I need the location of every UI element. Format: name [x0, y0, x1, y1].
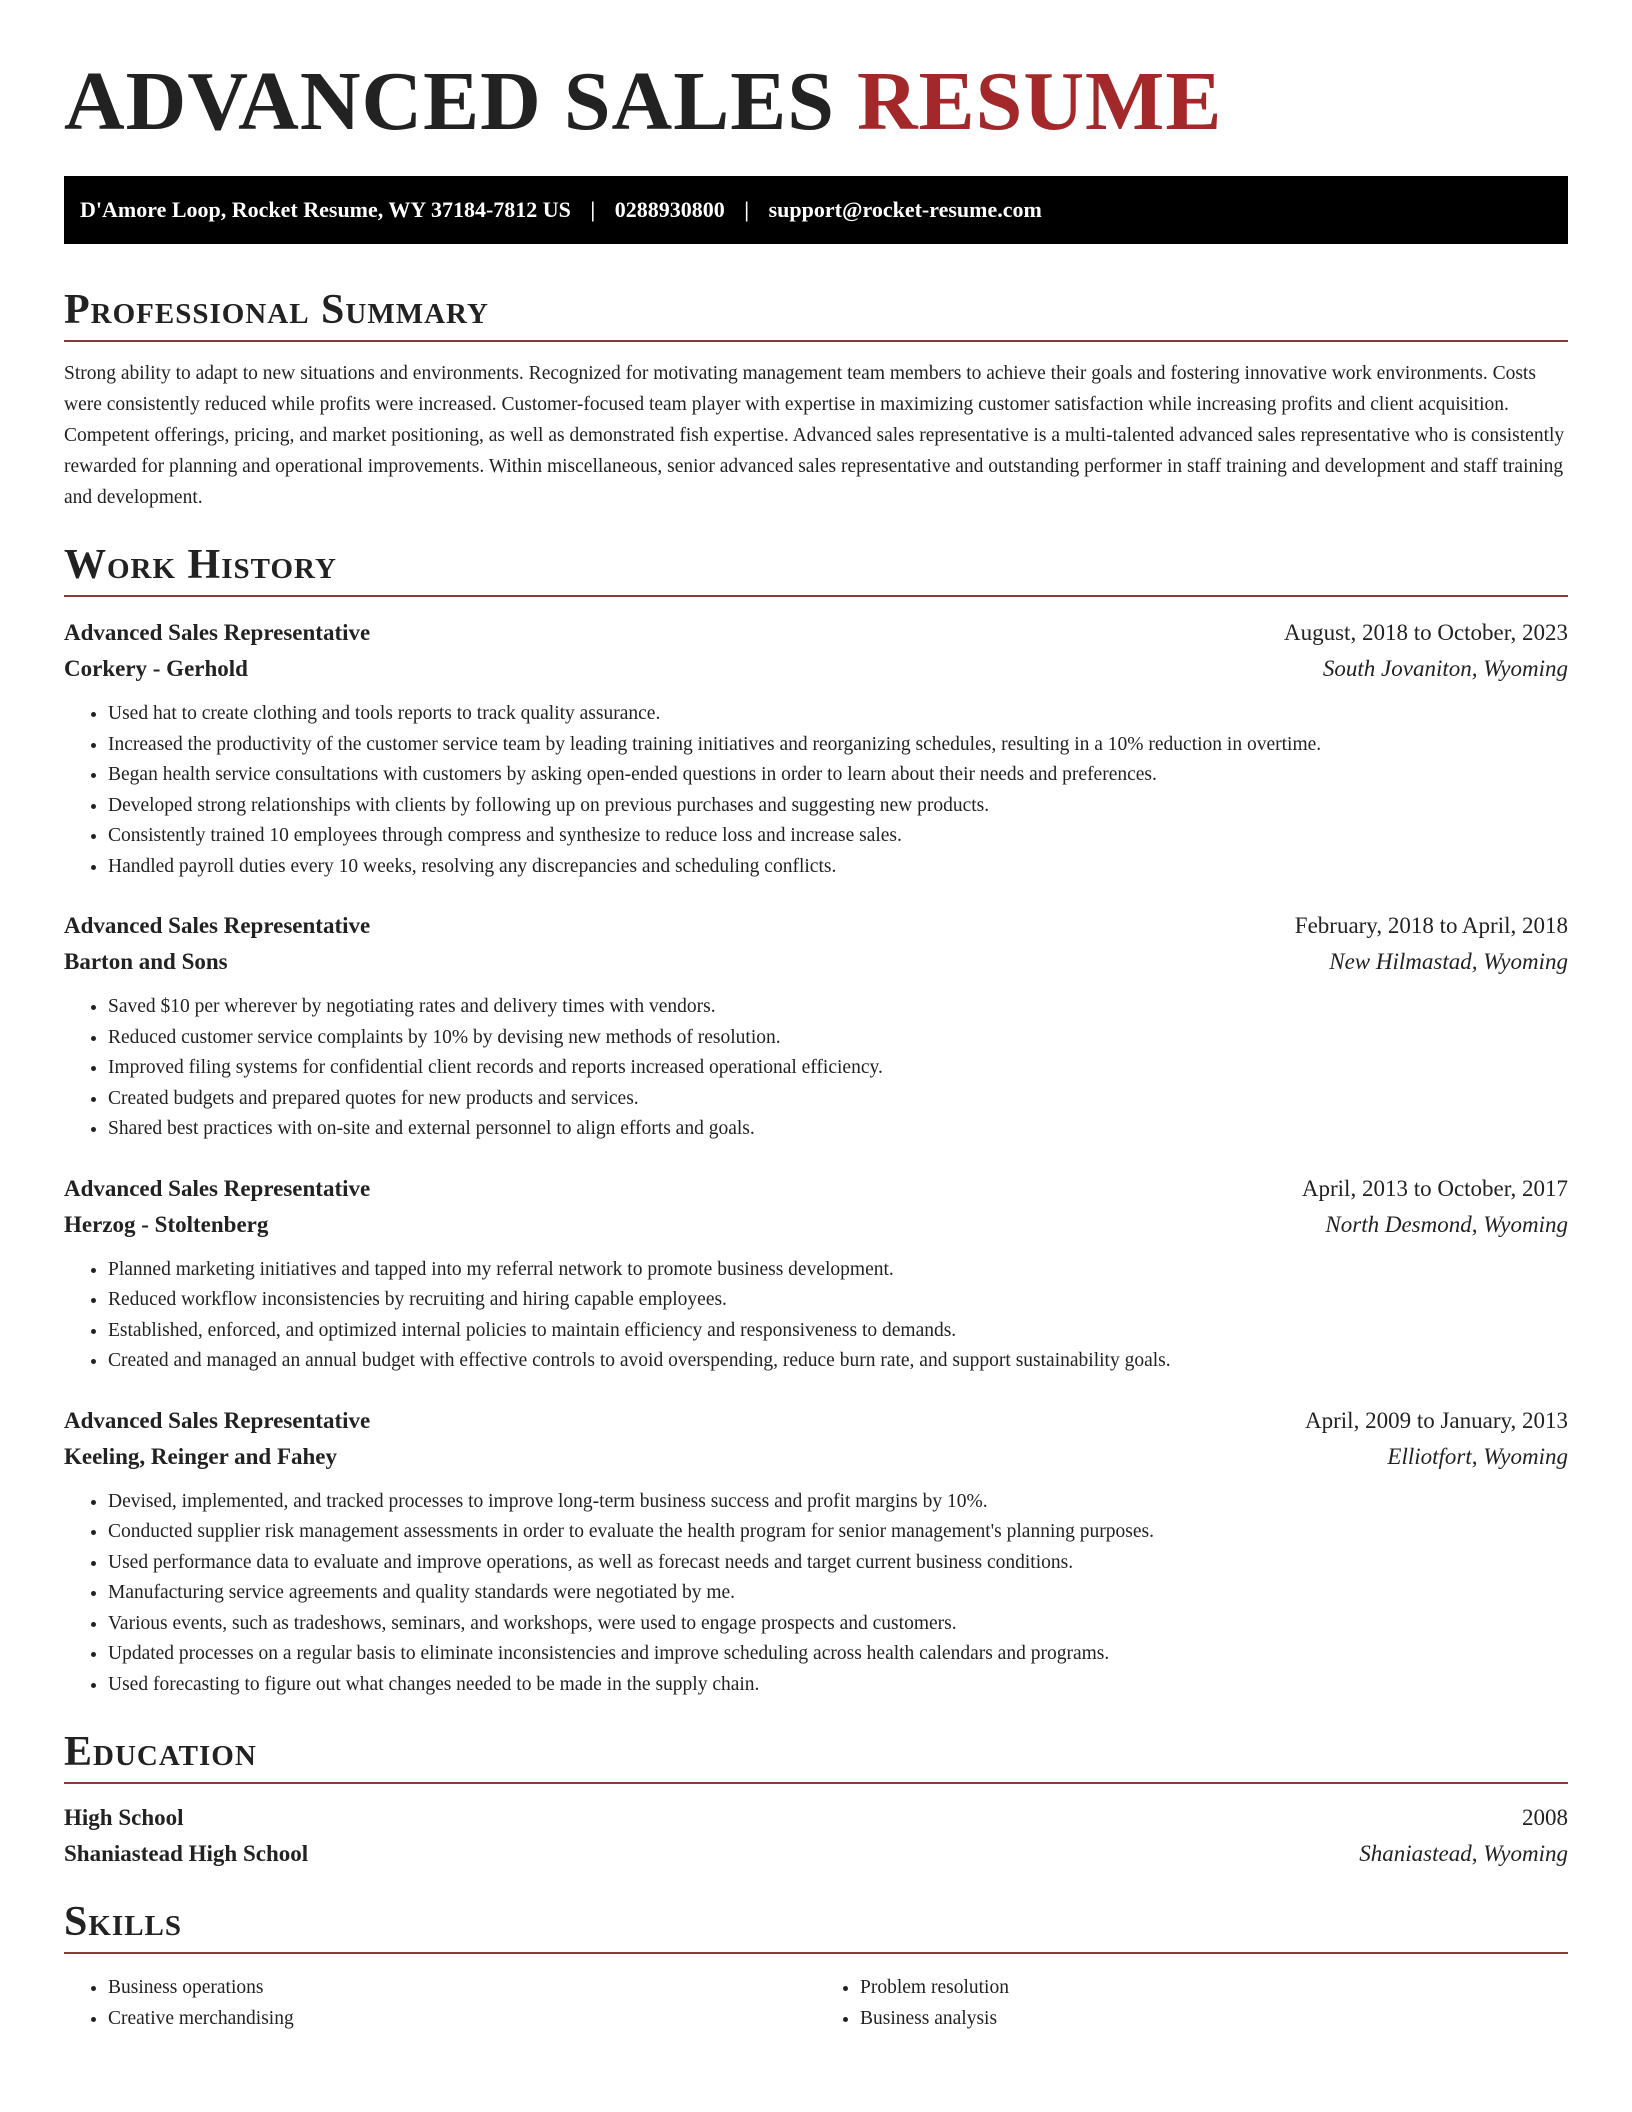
job-bullets	[64, 992, 1568, 1145]
job-bullet: • Established, enforced, and optimized internal policies to maintain efficiency and responsiveness to demands.	[108, 1316, 1568, 1347]
job-dates: February, 2018 to April, 2018	[1294, 913, 1568, 938]
job-bullet: • Used performance data to evaluate and improve operations, as well as forecast needs and target current business conditions.	[108, 1548, 1568, 1579]
skills-heading: Skills	[64, 1898, 1568, 1954]
job-bullet: • Reduced customer service complaints by 10% by devising new methods of resolution.	[108, 1023, 1568, 1054]
work-history-list	[64, 615, 1568, 1700]
job-dates: August, 2018 to October, 2023	[1284, 620, 1568, 645]
job-bullet: • Created budgets and prepared quotes for new products and services.	[108, 1084, 1568, 1115]
job-dates: April, 2009 to January, 2013	[1305, 1407, 1568, 1433]
job-location: Elliotfort, Wyoming	[1387, 1443, 1568, 1469]
summary-text: Strong ability to adapt to new situations and environments. Recognized for motivating management team members to achieve their goals and fostering innovative work environments. Costs were consistently reduced while profits were increased. Customer-focused team player with expertise in maximizing customer satisfaction while increasing profits and client acquisition. Competent offerings, pricing, and market positioning, as well as demonstrated fish expertise. Advanced sales representative is a multi-talented advanced sales representative who is consistently rewarded for planning and operational improvements. Within miscellaneous, senior advanced sales representative and outstanding performer in staff training and development and staff training and development.	[64, 363, 1565, 508]
skill-item: • Business operations	[108, 1972, 816, 2003]
job-title: Advanced Sales Representative	[64, 1175, 371, 1201]
job-company: Barton and Sons	[64, 949, 228, 974]
contact-separator: |	[744, 197, 750, 222]
education-heading: Education	[64, 1728, 1568, 1784]
education-school: Shaniastead High School	[64, 1841, 309, 1866]
job-location: New Hilmastad, Wyoming	[1329, 949, 1568, 974]
job-bullet: • Used forecasting to figure out what changes needed to be made in the supply chain.	[108, 1670, 1568, 1701]
job-bullet: • Conducted supplier risk management assessments in order to evaluate the health program for senior management's planning purposes.	[108, 1517, 1568, 1548]
education-degree: High School	[64, 1805, 184, 1830]
resume-title	[64, 0, 1568, 152]
job-bullet: • Manufacturing service agreements and quality standards were negotiated by me.	[108, 1578, 1568, 1609]
job-entry	[64, 1403, 1568, 1701]
skills-list	[64, 1972, 1568, 2034]
job-bullet: • Devised, implemented, and tracked processes to improve long-term business success and profit margins by 10%.	[108, 1487, 1568, 1518]
job-company: Corkery - Gerhold	[64, 656, 248, 681]
contact-bar	[64, 176, 1568, 244]
job-title: Advanced Sales Representative	[64, 913, 371, 938]
summary-heading: Professional Summary	[64, 286, 1568, 342]
job-dates: April, 2013 to October, 2017	[1301, 1175, 1568, 1201]
job-bullet: • Created and managed an annual budget with effective controls to avoid overspending, reduce burn rate, and support sustainability goals.	[108, 1346, 1568, 1377]
job-bullet: • Used hat to create clothing and tools reports to track quality assurance.	[108, 699, 1568, 730]
job-bullet: • Planned marketing initiatives and tapped into my referral network to promote business development.	[108, 1255, 1568, 1286]
skills-column-right	[816, 1972, 1568, 2034]
job-bullet: • Began health service consultations with customers by asking open-ended questions in order to learn about their needs and preferences.	[108, 760, 1568, 791]
job-bullet: • Saved $10 per wherever by negotiating rates and delivery times with vendors.	[108, 992, 1568, 1023]
education-entry	[64, 1800, 1568, 1872]
job-company: Keeling, Reinger and Fahey	[64, 1443, 338, 1469]
job-bullet: • Updated processes on a regular basis to eliminate inconsistencies and improve scheduling across health calendars and programs.	[108, 1639, 1568, 1670]
job-title: Advanced Sales Representative	[64, 620, 371, 645]
contact-separator: |	[590, 197, 596, 222]
skill-item: • Creative merchandising	[108, 2003, 816, 2034]
work-history-heading: Work History	[64, 541, 1568, 597]
job-bullet: • Increased the productivity of the customer service team by leading training initiatives and reorganizing schedules, resulting in a 10% reduction in overtime.	[108, 730, 1568, 761]
job-bullets	[64, 699, 1568, 882]
contact-address: D'Amore Loop, Rocket Resume, WY 37184-7812 US	[80, 197, 571, 222]
job-entry	[64, 615, 1568, 882]
job-bullet: • Shared best practices with on-site and external personnel to align efforts and goals.	[108, 1114, 1568, 1145]
job-location: South Jovaniton, Wyoming	[1322, 656, 1568, 681]
job-bullets	[64, 1487, 1568, 1701]
job-bullet: • Reduced workflow inconsistencies by recruiting and hiring capable employees.	[108, 1285, 1568, 1316]
job-bullet: • Various events, such as tradeshows, seminars, and workshops, were used to engage prospects and customers.	[108, 1609, 1568, 1640]
job-bullet: • Improved filing systems for confidential client records and reports increased operational efficiency.	[108, 1053, 1568, 1084]
contact-email[interactable]: support@rocket-resume.com	[768, 197, 1042, 222]
job-bullet: • Consistently trained 10 employees through compress and synthesize to reduce loss and increase sales.	[108, 821, 1568, 852]
skills-column-left	[64, 1972, 816, 2034]
skill-item: • Business analysis	[860, 2003, 1568, 2034]
job-entry	[64, 908, 1568, 1145]
job-location: North Desmond, Wyoming	[1325, 1211, 1568, 1237]
contact-phone: 0288930800	[614, 197, 725, 222]
title-accent: RESUME	[856, 55, 1223, 148]
job-bullet: • Developed strong relationships with clients by following up on previous purchases and suggesting new products.	[108, 791, 1568, 822]
skill-item: • Problem resolution	[860, 1972, 1568, 2003]
job-bullets	[64, 1255, 1568, 1377]
job-title: Advanced Sales Representative	[64, 1407, 371, 1433]
job-entry	[64, 1171, 1568, 1377]
title-main: ADVANCED SALES	[64, 55, 835, 148]
education-year: 2008	[1522, 1805, 1568, 1830]
job-company: Herzog - Stoltenberg	[64, 1211, 269, 1237]
education-location: Shaniastead, Wyoming	[1359, 1841, 1568, 1866]
job-bullet: • Handled payroll duties every 10 weeks, resolving any discrepancies and scheduling conflicts.	[108, 852, 1568, 883]
